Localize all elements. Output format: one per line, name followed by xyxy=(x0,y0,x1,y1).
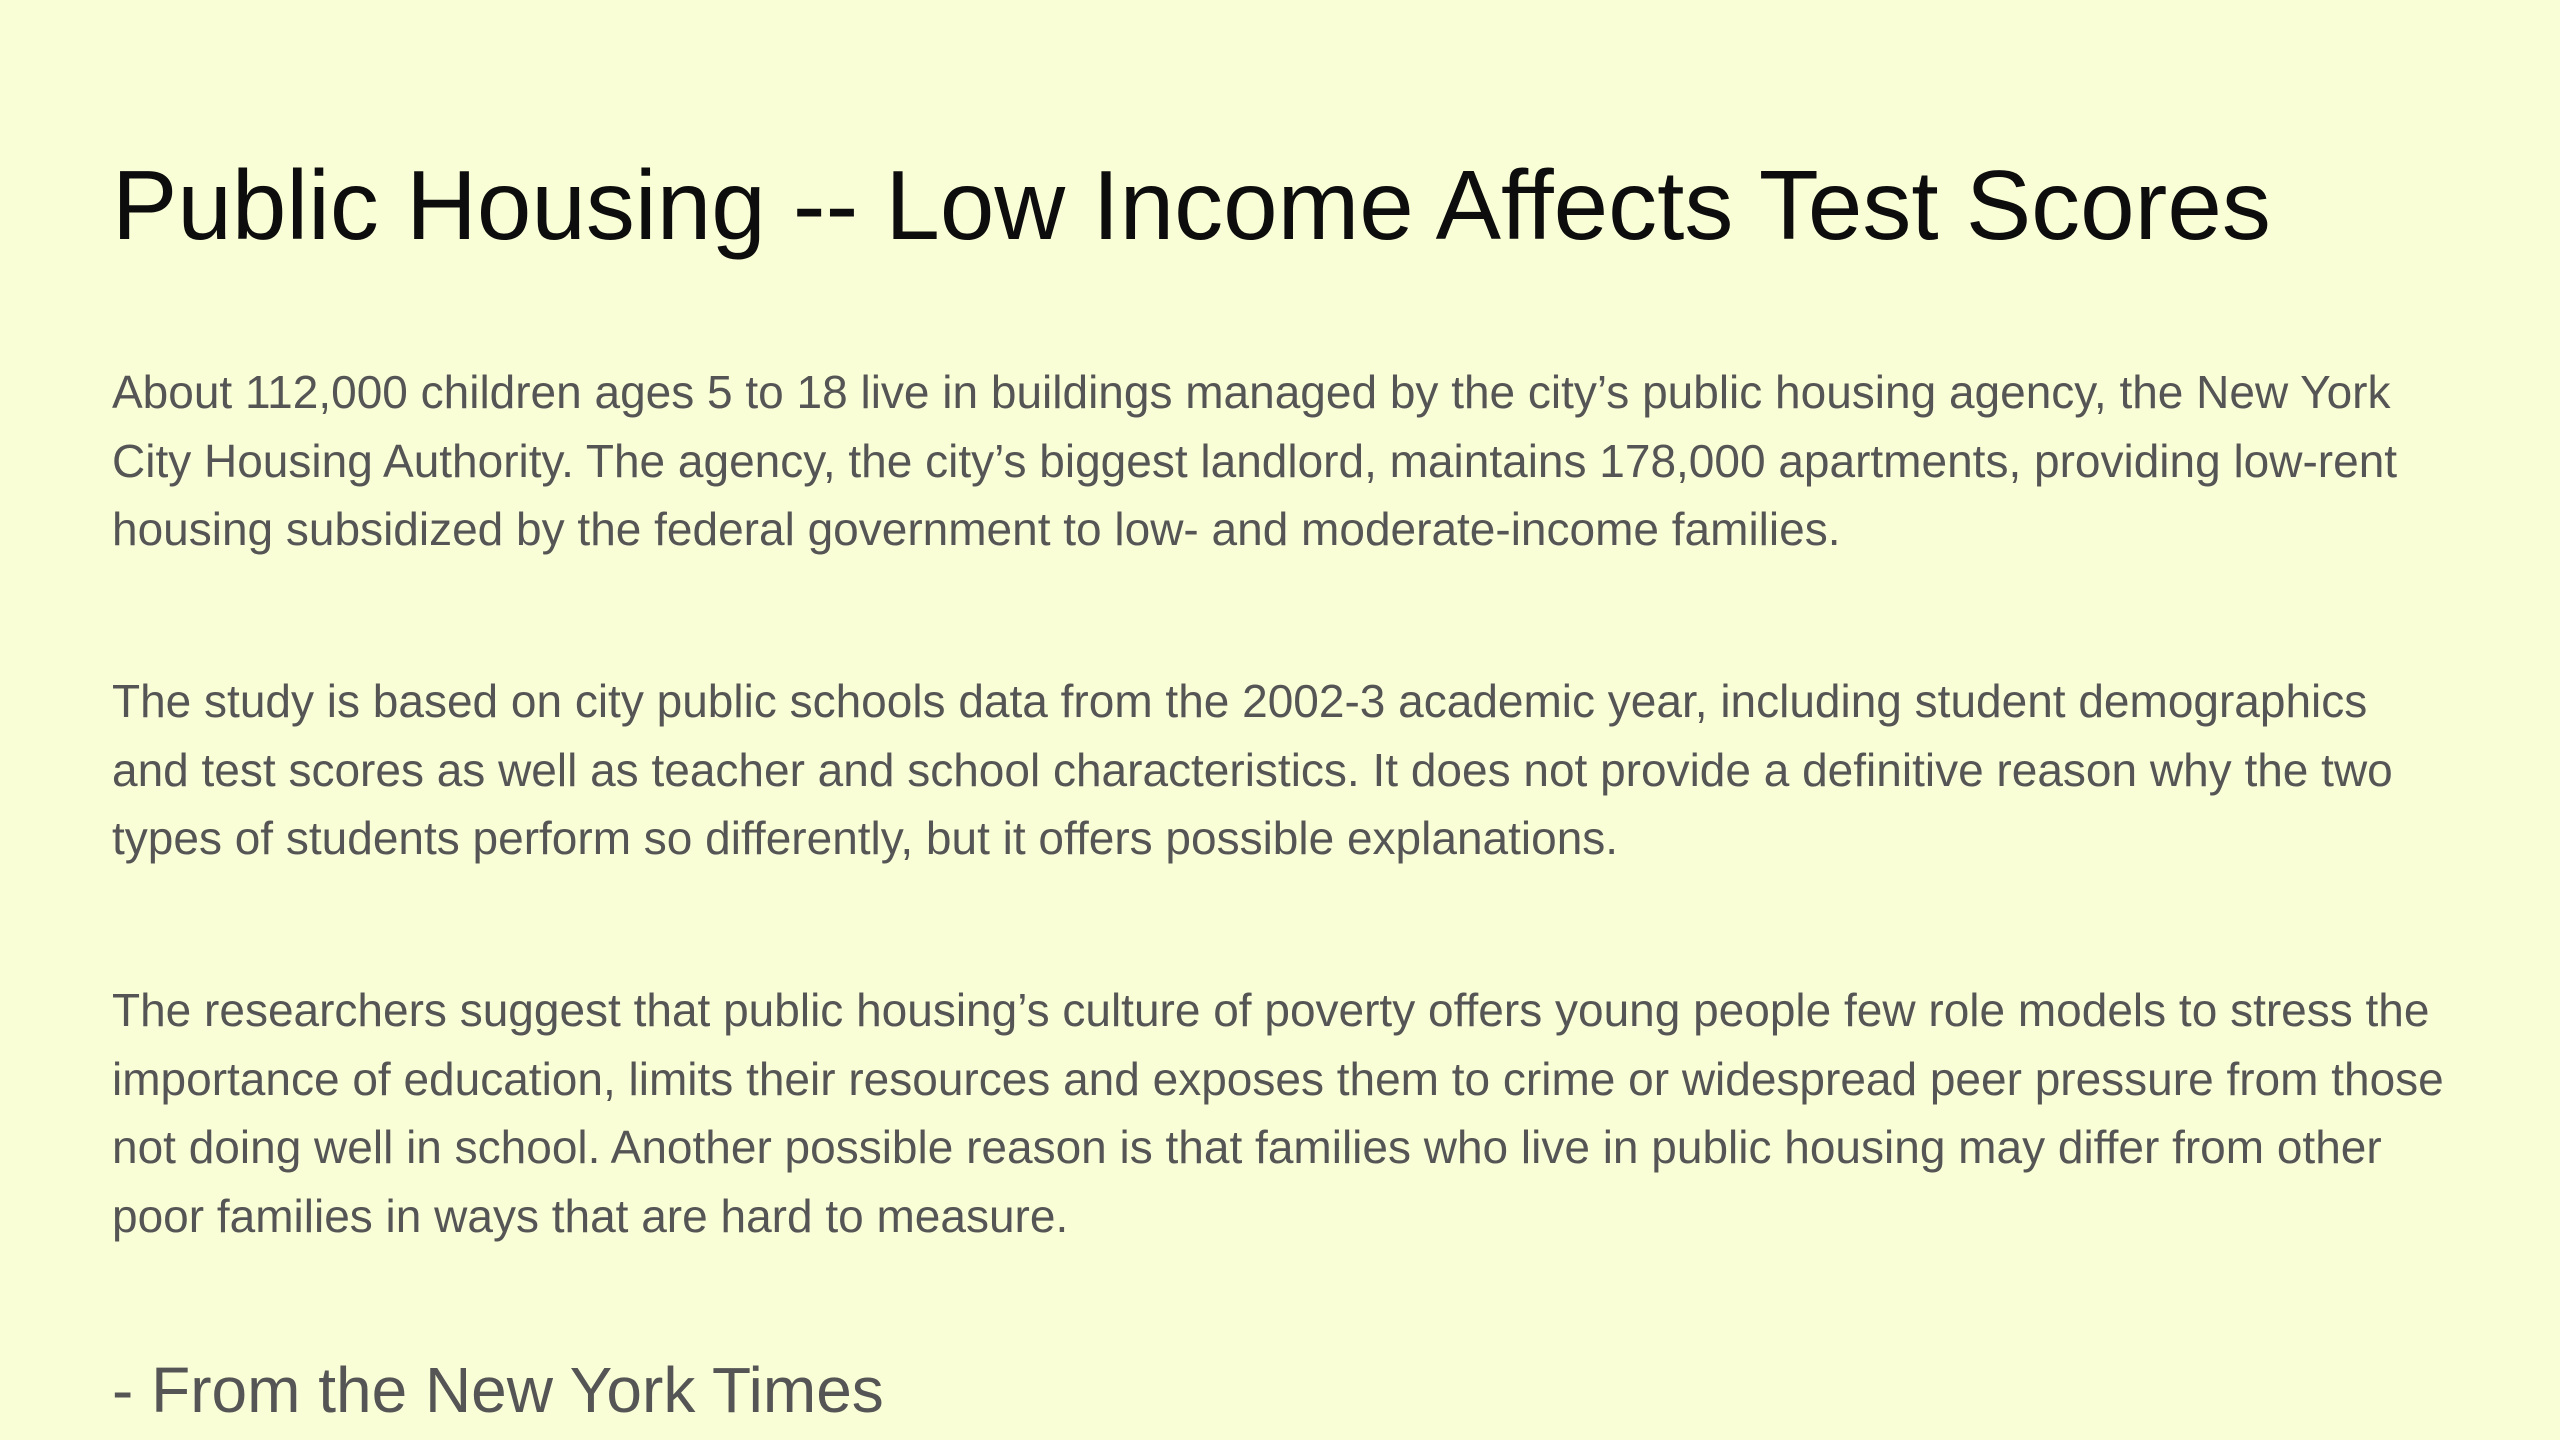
paragraph-researchers-suggest: The researchers suggest that public housing’s culture of poverty offers young people few role models to stress the importance of education, limits their resources and exposes them to crime or widespread peer pressure from those not doing well in school. Another possible reason is that families who live in public housing may differ from other poor families in ways that are hard to measure. xyxy=(112,984,2444,1242)
slide-title: Public Housing -- Low Income Affects Test Scores xyxy=(112,150,2271,260)
source-attribution: - From the New York Times xyxy=(112,1354,884,1426)
slide xyxy=(112,0,2452,1440)
paragraph-housing-authority: About 112,000 children ages 5 to 18 live in buildings managed by the city’s public housing agency, the New York City Housing Authority. The agency, the city’s biggest landlord, maintains 178,000 apartments, providing low-rent housing subsidized by the federal government to low- and moderate-income families. xyxy=(112,366,2398,555)
paragraph-study-basis: The study is based on city public schools data from the 2002-3 academic year, including student demographics and test scores as well as teacher and school characteristics. It does not provide a definitive reason why the two types of students perform so differently, but it offers possible explanations. xyxy=(112,675,2393,864)
